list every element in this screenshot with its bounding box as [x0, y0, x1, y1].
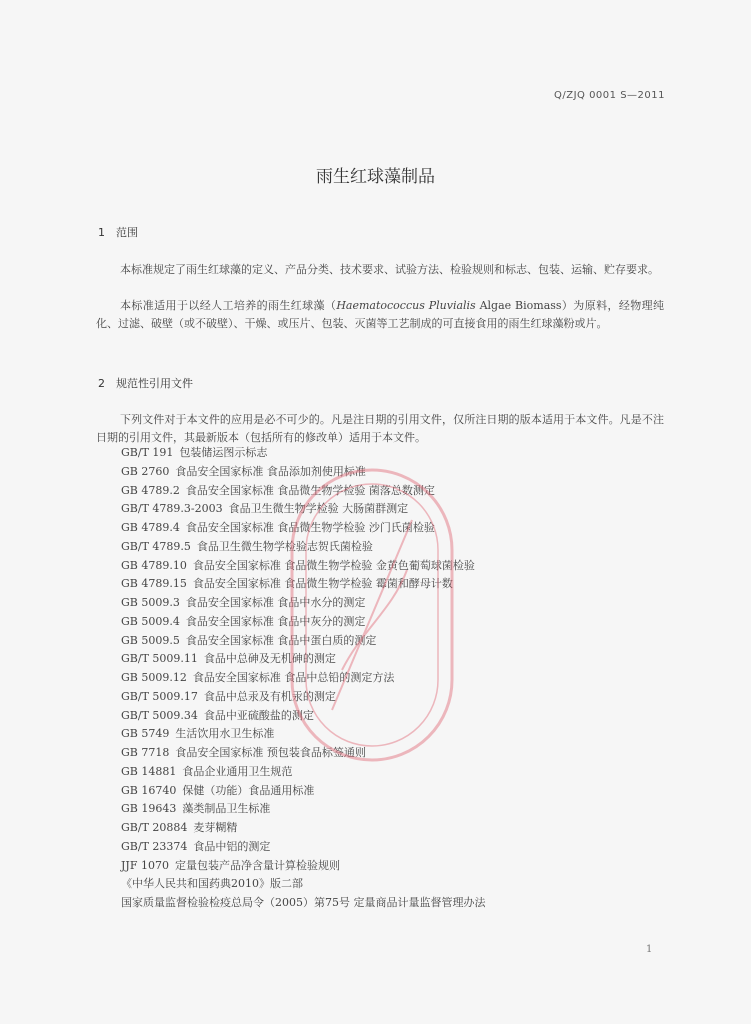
reference-item	[121, 894, 486, 913]
reference-item	[121, 594, 486, 613]
reference-code: GB 5009.3	[121, 596, 180, 609]
reference-code: GB 16740	[121, 783, 177, 797]
section-heading-references	[98, 375, 193, 391]
reference-item	[121, 819, 486, 838]
reference-title: 食品卫生微生物学检验志贺氏菌检验	[196, 539, 373, 553]
reference-item	[121, 463, 486, 482]
reference-code: GB/T 4789.5	[121, 539, 191, 553]
reference-item	[121, 482, 486, 501]
reference-title: 包装储运图示标志	[179, 446, 268, 459]
reference-title: 国家质量监督检验检疫总局令（2005）第75号 定量商品计量监督管理办法	[121, 896, 486, 909]
reference-title: 食品中铝的测定	[193, 839, 271, 853]
scope-text-after: Algae Biomass）为原料，经物理纯化、过滤、破壁（或不破壁）、干燥、或压片、包装、灭菌等工艺制成的可直接食用的雨生红球藻粉或片。	[96, 299, 665, 330]
scope-paragraph-2	[96, 297, 664, 333]
section-number: 1	[98, 226, 105, 239]
reference-title: 生活饮用水卫生标准	[175, 727, 275, 741]
reference-code: GB 19643	[121, 802, 177, 816]
reference-code: GB/T 5009.17	[121, 689, 198, 703]
reference-title: 食品安全国家标准 食品微生物学检验 金黄色葡萄球菌检验	[192, 558, 475, 572]
reference-title: 食品安全国家标准 食品中灰分的测定	[185, 614, 366, 628]
reference-code: GB 5009.12	[121, 671, 187, 684]
reference-item	[121, 444, 486, 463]
reference-code: GB 4789.15	[121, 577, 187, 591]
section-title: 范围	[116, 226, 138, 239]
reference-title: 食品企业通用卫生规范	[182, 764, 293, 778]
reference-code: GB/T 20884	[121, 821, 188, 834]
reference-code: GB 4789.2	[121, 483, 180, 497]
reference-code: GB 2760	[121, 464, 170, 478]
reference-title: 食品中总砷及无机砷的测定	[203, 652, 336, 666]
reference-title: 食品中亚硫酸盐的测定	[203, 708, 314, 722]
reference-title: 食品安全国家标准 食品微生物学检验 沙门氏菌检验	[185, 521, 435, 534]
reference-item	[121, 575, 486, 594]
reference-item	[121, 782, 486, 801]
reference-title: 食品安全国家标准 食品中蛋白质的测定	[185, 633, 377, 647]
reference-item	[121, 519, 486, 538]
reference-title: 食品安全国家标准 预包装食品标签通则	[175, 746, 366, 759]
reference-code: GB/T 5009.11	[121, 652, 198, 666]
reference-item	[121, 744, 486, 763]
reference-code: GB 14881	[121, 764, 177, 778]
reference-code: GB/T 4789.3-2003	[121, 502, 223, 516]
scope-paragraph-1: 本标准规定了雨生红球藻的定义、产品分类、技术要求、试验方法、检验规则和标志、包装、运输、贮存要求。	[120, 263, 659, 276]
reference-item	[121, 538, 486, 557]
reference-item	[121, 707, 486, 726]
reference-title: 食品中总汞及有机汞的测定	[203, 689, 336, 703]
reference-item	[121, 800, 486, 819]
reference-code: GB 7718	[121, 746, 170, 759]
reference-title: 《中华人民共和国药典2010》版二部	[121, 877, 303, 891]
reference-code: GB/T 191	[121, 446, 174, 459]
reference-title: 保健（功能）食品通用标准	[182, 783, 315, 797]
reference-item	[121, 875, 486, 894]
reference-title: 食品安全国家标准 食品添加剂使用标准	[175, 464, 366, 478]
reference-item	[121, 500, 486, 519]
scope-text-before: 本标准适用于以经人工培养的雨生红球藻（	[120, 299, 337, 312]
reference-item	[121, 613, 486, 632]
reference-title: 食品安全国家标准 食品中总铅的测定方法	[192, 671, 395, 684]
document-code: Q/ZJQ 0001 S—2011	[553, 90, 665, 101]
reference-item	[121, 838, 486, 857]
reference-code: JJF 1070	[121, 858, 169, 872]
reference-item	[121, 650, 486, 669]
reference-item	[121, 688, 486, 707]
reference-item	[121, 725, 486, 744]
references-intro: 下列文件对于本文件的应用是必不可少的。凡是注日期的引用文件，仅所注日期的版本适用于本文件。凡是不注日期的引用文件，其最新版本（包括所有的修改单）适用于本文件。	[96, 413, 664, 444]
reference-title: 藻类制品卫生标准	[182, 802, 271, 816]
page-number: 1	[646, 944, 653, 955]
reference-title: 食品卫生微生物学检验 大肠菌群测定	[228, 502, 409, 516]
section-title: 规范性引用文件	[116, 377, 193, 390]
reference-code: GB/T 5009.34	[121, 708, 198, 722]
reference-title: 食品安全国家标准 食品微生物学检验 菌落总数测定	[185, 483, 435, 497]
reference-item	[121, 669, 486, 688]
reference-item	[121, 557, 486, 576]
reference-title: 食品安全国家标准 食品中水分的测定	[185, 596, 366, 609]
reference-item	[121, 632, 486, 651]
reference-item	[121, 857, 486, 876]
reference-code: GB 5009.5	[121, 633, 180, 647]
page-title: 雨生红球藻制品	[316, 167, 435, 187]
reference-code: GB/T 23374	[121, 839, 188, 853]
reference-item	[121, 763, 486, 782]
reference-title: 定量包装产品净含量计算检验规则	[174, 858, 340, 872]
reference-title: 麦芽糊精	[193, 821, 238, 834]
reference-list	[121, 444, 486, 913]
reference-code: GB 4789.10	[121, 558, 187, 572]
latin-species-name: Haematococcus Pluvialis	[336, 299, 476, 312]
reference-title: 食品安全国家标准 食品微生物学检验 霉菌和酵母计数	[192, 577, 453, 591]
reference-code: GB 5749	[121, 727, 170, 741]
section-number: 2	[98, 377, 105, 390]
reference-code: GB 4789.4	[121, 521, 180, 534]
section-heading-scope	[98, 224, 138, 240]
reference-code: GB 5009.4	[121, 614, 180, 628]
